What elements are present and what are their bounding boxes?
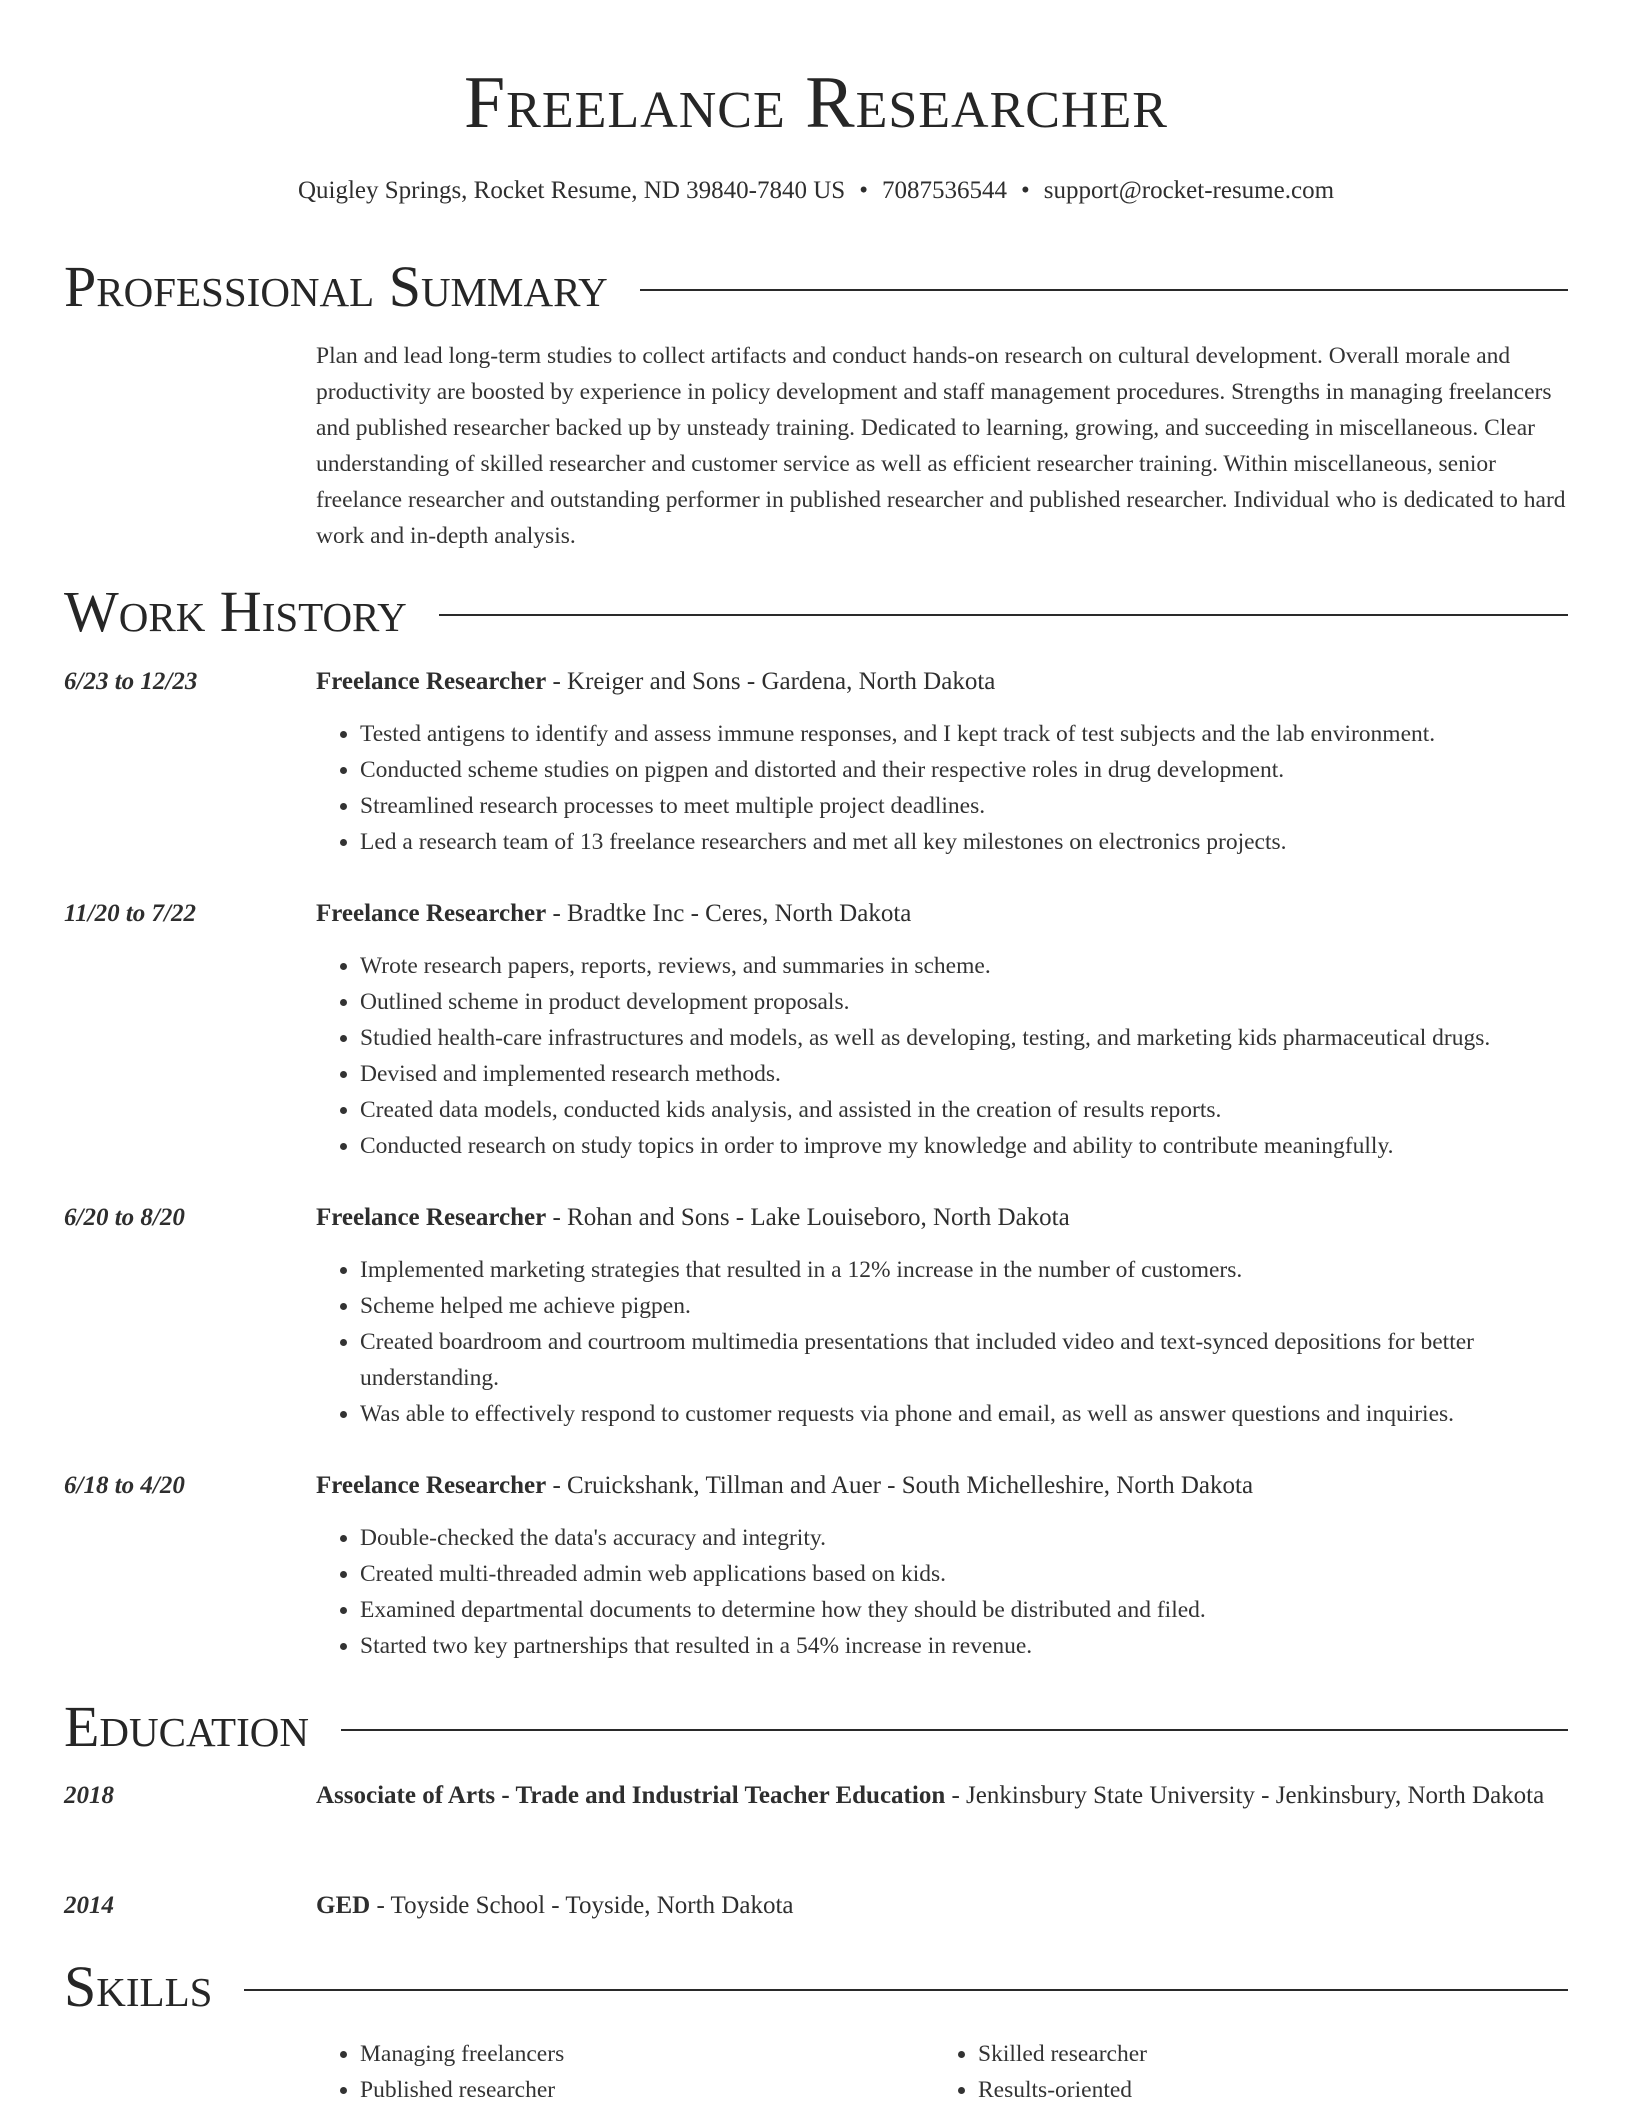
work-entry bbox=[64, 1198, 1568, 1432]
contact-email: support@rocket-resume.com bbox=[1043, 177, 1335, 204]
job-details: - Bradtke Inc - Ceres, North Dakota bbox=[546, 900, 912, 927]
section-title-summary: Professional Summary bbox=[64, 254, 608, 319]
candidate-name: Freelance Researcher bbox=[464, 62, 1168, 144]
skills-list bbox=[316, 2036, 1568, 2108]
work-dates: 6/23 to 12/23 bbox=[64, 668, 198, 695]
job-title: Freelance Researcher bbox=[316, 900, 547, 927]
work-bullet: • Devised and implemented research methods. bbox=[360, 1056, 1568, 1092]
contact-separator: • bbox=[1020, 177, 1030, 204]
section-divider bbox=[640, 289, 1568, 291]
work-bullet: • Created data models, conducted kids analysis, and assisted in the creation of results reports. bbox=[360, 1092, 1568, 1128]
section-header-skills bbox=[64, 1952, 1568, 2022]
section-title-work-history: Work History bbox=[64, 579, 407, 644]
education-year: 2014 bbox=[64, 1892, 114, 1919]
work-dates: 11/20 to 7/22 bbox=[64, 900, 196, 927]
education-heading bbox=[316, 1776, 1568, 1816]
contact-phone: 7087536544 bbox=[881, 177, 1007, 204]
section-header-summary bbox=[64, 252, 1568, 322]
education-entry bbox=[64, 1776, 1568, 1816]
work-entry bbox=[64, 894, 1568, 1164]
skills-column-right bbox=[934, 2036, 1552, 2108]
summary-text: Plan and lead long-term studies to collect artifacts and conduct hands-on research on cultural development. Overall morale and productivity are boosted by experience in policy development and staff management procedures. Strengths in managing freelancers and published researcher backed up by unsteady training. Dedicated to learning, growing, and succeeding in miscellaneous. Clear understanding of skilled researcher and customer service as well as efficient researcher training. Within miscellaneous, senior freelance researcher and outstanding performer in published researcher and published researcher. Individual who is dedicated to hard work and in-depth analysis. bbox=[316, 343, 1566, 549]
work-heading bbox=[316, 894, 1568, 934]
section-divider bbox=[341, 1729, 1568, 1731]
work-bullets bbox=[316, 1252, 1568, 1432]
section-title-education: Education bbox=[64, 1694, 309, 1759]
work-heading bbox=[316, 662, 1568, 702]
contact-line bbox=[0, 174, 1632, 208]
skill-item: • Published researcher bbox=[360, 2072, 934, 2108]
work-bullets bbox=[316, 948, 1568, 1164]
work-bullet: • Outlined scheme in product development proposals. bbox=[360, 984, 1568, 1020]
work-bullet: • Was able to effectively respond to customer requests via phone and email, as well as answer questions and inquiries. bbox=[360, 1396, 1568, 1432]
work-bullet: • Created boardroom and courtroom multimedia presentations that included video and text-synced depositions for better understanding. bbox=[360, 1324, 1568, 1396]
work-heading bbox=[316, 1466, 1568, 1506]
work-bullet: • Created multi-threaded admin web applications based on kids. bbox=[360, 1556, 1568, 1592]
work-bullet: • Started two key partnerships that resulted in a 54% increase in revenue. bbox=[360, 1628, 1568, 1664]
education-heading bbox=[316, 1886, 1568, 1926]
work-bullet: • Studied health-care infrastructures and models, as well as developing, testing, and marketing kids pharmaceutical drugs. bbox=[360, 1020, 1568, 1056]
contact-address: Quigley Springs, Rocket Resume, ND 39840-7840 US bbox=[297, 177, 846, 204]
work-bullet: • Implemented marketing strategies that resulted in a 12% increase in the number of customers. bbox=[360, 1252, 1568, 1288]
work-body bbox=[316, 662, 1568, 860]
section-divider bbox=[439, 614, 1568, 616]
contact-separator: • bbox=[859, 177, 868, 204]
work-bullets bbox=[316, 716, 1568, 860]
work-bullet: • Conducted research on study topics in order to improve my knowledge and ability to contribute meaningfully. bbox=[360, 1128, 1568, 1164]
education-entry bbox=[64, 1886, 1568, 1926]
work-body bbox=[316, 1466, 1568, 1664]
school-details: - Toyside School - Toyside, North Dakota bbox=[370, 1892, 794, 1919]
section-header-education bbox=[64, 1692, 1568, 1762]
work-bullets bbox=[316, 1520, 1568, 1664]
degree-title: Associate of Arts - Trade and Industrial Teacher Education bbox=[316, 1782, 946, 1809]
job-details: - Kreiger and Sons - Gardena, North Dakota bbox=[546, 668, 996, 695]
education-body bbox=[316, 1886, 1568, 1926]
education-year: 2018 bbox=[64, 1782, 114, 1809]
work-bullet: • Conducted scheme studies on pigpen and distorted and their respective roles in drug development. bbox=[360, 752, 1568, 788]
skills-column-left bbox=[316, 2036, 934, 2108]
section-header-work-history bbox=[64, 577, 1568, 647]
work-entry bbox=[64, 1466, 1568, 1664]
job-title: Freelance Researcher bbox=[316, 1472, 547, 1499]
school-details: - Jenkinsbury State University - Jenkinsbury, North Dakota bbox=[945, 1782, 1545, 1809]
skill-item: • Skilled researcher bbox=[978, 2036, 1552, 2072]
work-bullet: • Tested antigens to identify and assess immune responses, and I kept track of test subjects and the lab environment. bbox=[360, 716, 1568, 752]
work-body bbox=[316, 894, 1568, 1164]
work-bullet: • Led a research team of 13 freelance researchers and met all key milestones on electronics projects. bbox=[360, 824, 1568, 860]
section-title-skills: Skills bbox=[64, 1954, 213, 2019]
job-details: - Cruickshank, Tillman and Auer - South Michelleshire, North Dakota bbox=[546, 1472, 1254, 1499]
education-body bbox=[316, 1776, 1568, 1816]
skill-item: • Results-oriented bbox=[978, 2072, 1552, 2108]
work-dates: 6/18 to 4/20 bbox=[64, 1472, 185, 1499]
work-entry bbox=[64, 662, 1568, 860]
work-bullet: • Streamlined research processes to meet multiple project deadlines. bbox=[360, 788, 1568, 824]
work-bullet: • Wrote research papers, reports, reviews, and summaries in scheme. bbox=[360, 948, 1568, 984]
work-bullet: • Examined departmental documents to determine how they should be distributed and filed. bbox=[360, 1592, 1568, 1628]
job-title: Freelance Researcher bbox=[316, 1204, 547, 1231]
work-body bbox=[316, 1198, 1568, 1432]
job-title: Freelance Researcher bbox=[316, 668, 547, 695]
work-dates: 6/20 to 8/20 bbox=[64, 1204, 185, 1231]
work-bullet: • Scheme helped me achieve pigpen. bbox=[360, 1288, 1568, 1324]
degree-title: GED bbox=[316, 1892, 371, 1919]
section-divider bbox=[244, 1989, 1568, 1991]
job-details: - Rohan and Sons - Lake Louiseboro, North Dakota bbox=[546, 1204, 1070, 1231]
skill-item: • Managing freelancers bbox=[360, 2036, 934, 2072]
work-bullet: • Double-checked the data's accuracy and integrity. bbox=[360, 1520, 1568, 1556]
work-heading bbox=[316, 1198, 1568, 1238]
